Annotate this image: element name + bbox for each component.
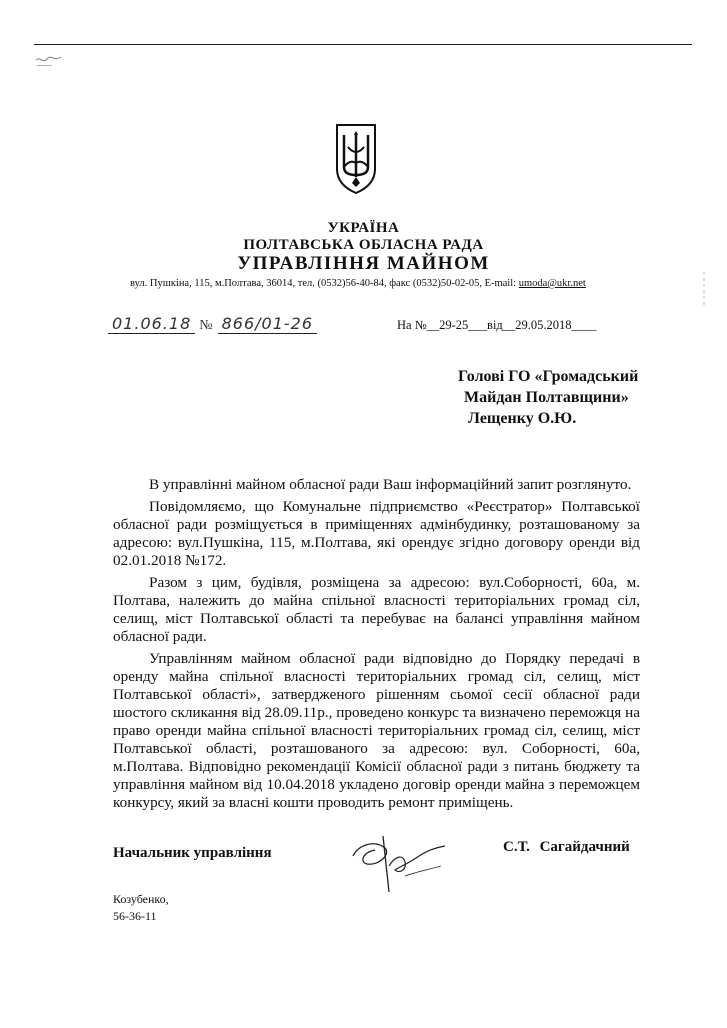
body-paragraph: Управлінням майном обласної ради відповідно до Порядку передачі в оренду майна спільної власності територіальних громад сіл, селищ, міст Полтавської області», затвердженого рішенням сьомої сесії обласної ради шостого скликання від 28.09.11р., проведено конкурс та визначено переможця на право оренди майна спільної власності територіальних громад сіл, селищ, міст Полтавської області, розташованого за адресою: вул. Соборності, 60а, м.Полтава. Відповідно рекомендації Комісії обласної ради з питань бюджету та управління майном від 10.04.2018 укладено договір оренди майна з переможцем конкурсу, який за власні кошти проводить ремонт приміщень. — [113, 650, 640, 811]
body-paragraph: В управлінні майном обласної ради Ваш інформаційний запит розглянуто. — [149, 476, 632, 493]
scan-edge-mark-icon — [698, 270, 710, 310]
executor-block — [113, 891, 169, 925]
signer-name: С.Т. Сагайдачний — [503, 839, 630, 855]
recipient-line: Лещенку О.Ю. — [468, 410, 577, 427]
body-paragraph: Разом з цим, будівля, розміщена за адресою: вул.Соборності, 60а, м. Полтава, належить до майна спільної власності територіальних громад сіл, селищ, міст Полтавської області та перебуває на балансі управління майном обласної ради. — [113, 574, 640, 645]
recipient-block — [458, 366, 638, 429]
outgoing-registration — [108, 314, 317, 334]
signer-title: Начальник управління — [113, 845, 272, 861]
incoming-reference: На №__29-25___від__29.05.2018____ — [397, 318, 597, 332]
recipient-line: Майдан Полтавщини» — [464, 389, 629, 406]
address-text: вул. Пушкіна, 115, м.Полтава, 36014, тел. (0532)56-40-84, факс (0532)50-02-05, E-mail: — [130, 278, 519, 289]
recipient-line: Голові ГО «Громадський — [458, 368, 639, 385]
country-name: УКРАЇНА — [327, 220, 400, 236]
top-divider — [34, 44, 692, 45]
council-name: ПОЛТАВСЬКА ОБЛАСНА РАДА — [243, 237, 484, 253]
outgoing-number: 866/01-26 — [218, 314, 317, 334]
letter-body — [113, 476, 640, 816]
outgoing-date: 01.06.18 — [108, 314, 195, 334]
letterhead-address — [130, 278, 630, 289]
pen-scrawl-icon — [34, 52, 64, 70]
executor-phone: 56-36-11 — [113, 909, 157, 923]
department-name: УПРАВЛІННЯ МАЙНОМ — [237, 253, 490, 274]
handwritten-signature-icon — [345, 826, 455, 896]
executor-name: Козубенко, — [113, 892, 169, 906]
email-link[interactable]: umoda@ukr.net — [518, 278, 586, 289]
body-paragraph: Повідомляємо, що Комунальне підприємство «Реєстратор» Полтавської обласної ради розміщується в приміщеннях адмінбудинку, розташованому за адресою: вул.Пушкіна, 115, м.Полтава, які орендує згідно договору оренди від 02.01.2018 №172. — [113, 498, 640, 569]
trident-coat-of-arms-icon — [334, 123, 378, 195]
number-sign: № — [199, 318, 214, 333]
